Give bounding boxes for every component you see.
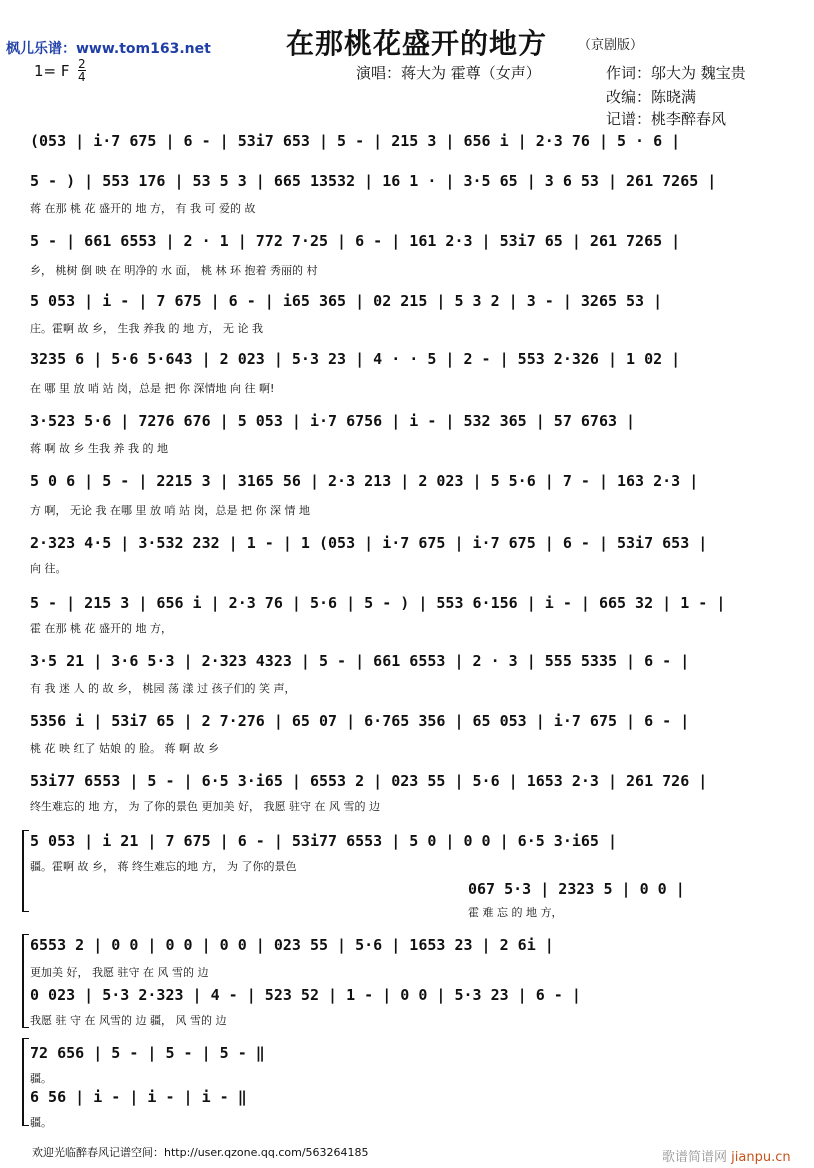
time-signature: $\frac{2}{4}$ (78, 57, 86, 84)
score-line: 5 - | 661 6553 | 2 · 1 | 772 7·25 | 6 - | 161 2·3 | 53i7 65 | 261 7265 | (30, 232, 681, 250)
score-line: 3·523 5·6 | 7276 676 | 5 053 | i·7 6756 | i - | 532 365 | 57 6763 | (30, 412, 636, 430)
lyric-line-lower: 我愿 驻 守 在 风雪的 边 疆， 风 雪的 边 (30, 1014, 227, 1027)
song-title: 在那桃花盛开的地方 (286, 27, 548, 60)
lyric-line: 庄。霍啊 故 乡， 生我 养我 的 地 方， 无 论 我 (30, 322, 263, 335)
version-note: （京剧版） (578, 38, 644, 53)
lyric-line: 在 哪 里 放 哨 站 岗，总是 把 你 深情地 向 往 啊! (30, 382, 275, 395)
score-line: 72 656 | 5 - | 5 - | 5 - ‖ (30, 1044, 265, 1062)
watermark: 歌谱简谱网 jianpu.cn (662, 1150, 791, 1165)
transcriber: 记谱：桃李醉春风 (606, 110, 727, 128)
lyric-line: 蒋 啊 故 乡 生我 养 我 的 地 (30, 442, 168, 455)
lyric-line: 更加美 好， 我愿 驻守 在 风 雪的 边 (30, 966, 209, 979)
lyric-line: 乡， 桃树 倒 映 在 明净的 水 面， 桃 林 环 抱着 秀丽的 村 (30, 264, 318, 277)
lyric-line: 方 啊， 无论 我 在哪 里 放 哨 站 岗，总是 把 你 深 情 地 (30, 504, 310, 517)
arranger: 改编：陈晓满 (606, 88, 697, 106)
lyric-line: 蒋 在那 桃 花 盛开的 地 方， 有 我 可 爱的 故 (30, 202, 256, 215)
lyric-line: 终生难忘的 地 方， 为 了你的景色 更加美 好， 我愿 驻守 在 风 雪的 边 (30, 800, 380, 813)
score-line-lower: 067 5·3 | 2323 5 | 0 0 | (468, 880, 685, 898)
lyric-line-lower: 疆。 (30, 1116, 52, 1129)
system-brace (22, 830, 29, 912)
key-signature: 1= F (34, 62, 70, 80)
performers: 演唱：蒋大为 霍尊（女声） (356, 64, 541, 82)
score-line-lower: 0 023 | 5·3 2·323 | 4 - | 523 52 | 1 - | 0 0 | 5·3 23 | 6 - | (30, 986, 581, 1004)
score-line: 53i77 6553 | 5 - | 6·5 3·i65 | 6553 2 | 023 55 | 5·6 | 1653 2·3 | 261 726 | (30, 772, 708, 790)
score-line: 5356 i | 53i7 65 | 2 7·276 | 65 07 | 6·765 356 | 65 053 | i·7 675 | 6 - | (30, 712, 690, 730)
lyric-line: 疆。霍啊 故 乡， 蒋 终生难忘的地 方， 为 了你的景色 (30, 860, 297, 873)
score-line: 5 053 | i 21 | 7 675 | 6 - | 53i77 6553 | 5 0 | 0 0 | 6·5 3·i65 | (30, 832, 617, 850)
score-line: (053 | i·7 675 | 6 - | 53i7 653 | 5 - | 215 3 | 656 i | 2·3 76 | 5 · 6 | (30, 132, 681, 150)
score-line-lower: 6 56 | i - | i - | i - ‖ (30, 1088, 247, 1106)
lyricist: 作词：邬大为 魏宝贵 (606, 64, 746, 82)
score-line: 5 - ) | 553 176 | 53 5 3 | 665 13532 | 16 1 · | 3·5 65 | 3 6 53 | 261 7265 | (30, 172, 717, 190)
lyric-line-lower: 霍 难 忘 的 地 方， (468, 906, 563, 919)
lyric-line: 向 往。 (30, 562, 67, 575)
score-line: 5 053 | i - | 7 675 | 6 - | i65 365 | 02 215 | 5 3 2 | 3 - | 3265 53 | (30, 292, 663, 310)
lyric-line: 疆。 (30, 1072, 52, 1085)
score-line: 5 0 6 | 5 - | 2215 3 | 3165 56 | 2·3 213 | 2 023 | 5 5·6 | 7 - | 163 2·3 | (30, 472, 699, 490)
score-line: 2·323 4·5 | 3·532 232 | 1 - | 1 (053 | i·7 675 | i·7 675 | 6 - | 53i7 653 | (30, 534, 708, 552)
site-label: 枫儿乐谱：www.tom163.net (6, 41, 211, 57)
footer-text: 欢迎光临醉春风记谱空间：http://user.qzone.qq.com/563264185 (32, 1146, 369, 1159)
score-line: 6553 2 | 0 0 | 0 0 | 0 0 | 023 55 | 5·6 | 1653 23 | 2 6i | (30, 936, 554, 954)
lyric-line: 桃 花 映 红了 姑娘 的 脸。 蒋 啊 故 乡 (30, 742, 219, 755)
system-brace (22, 1038, 29, 1126)
system-brace (22, 934, 29, 1028)
lyric-line: 霍 在那 桃 花 盛开的 地 方， (30, 622, 172, 635)
score-line: 3·5 21 | 3·6 5·3 | 2·323 4323 | 5 - | 661 6553 | 2 · 3 | 555 5335 | 6 - | (30, 652, 690, 670)
score-line: 5 - | 215 3 | 656 i | 2·3 76 | 5·6 | 5 - ) | 553 6·156 | i - | 665 32 | 1 - | (30, 594, 726, 612)
score-line: 3235 6 | 5·6 5·643 | 2 023 | 5·3 23 | 4 · · 5 | 2 - | 553 2·326 | 1 02 | (30, 350, 681, 368)
lyric-line: 有 我 迷 人 的 故 乡， 桃园 荡 漾 过 孩子们的 笑 声， (30, 682, 296, 695)
